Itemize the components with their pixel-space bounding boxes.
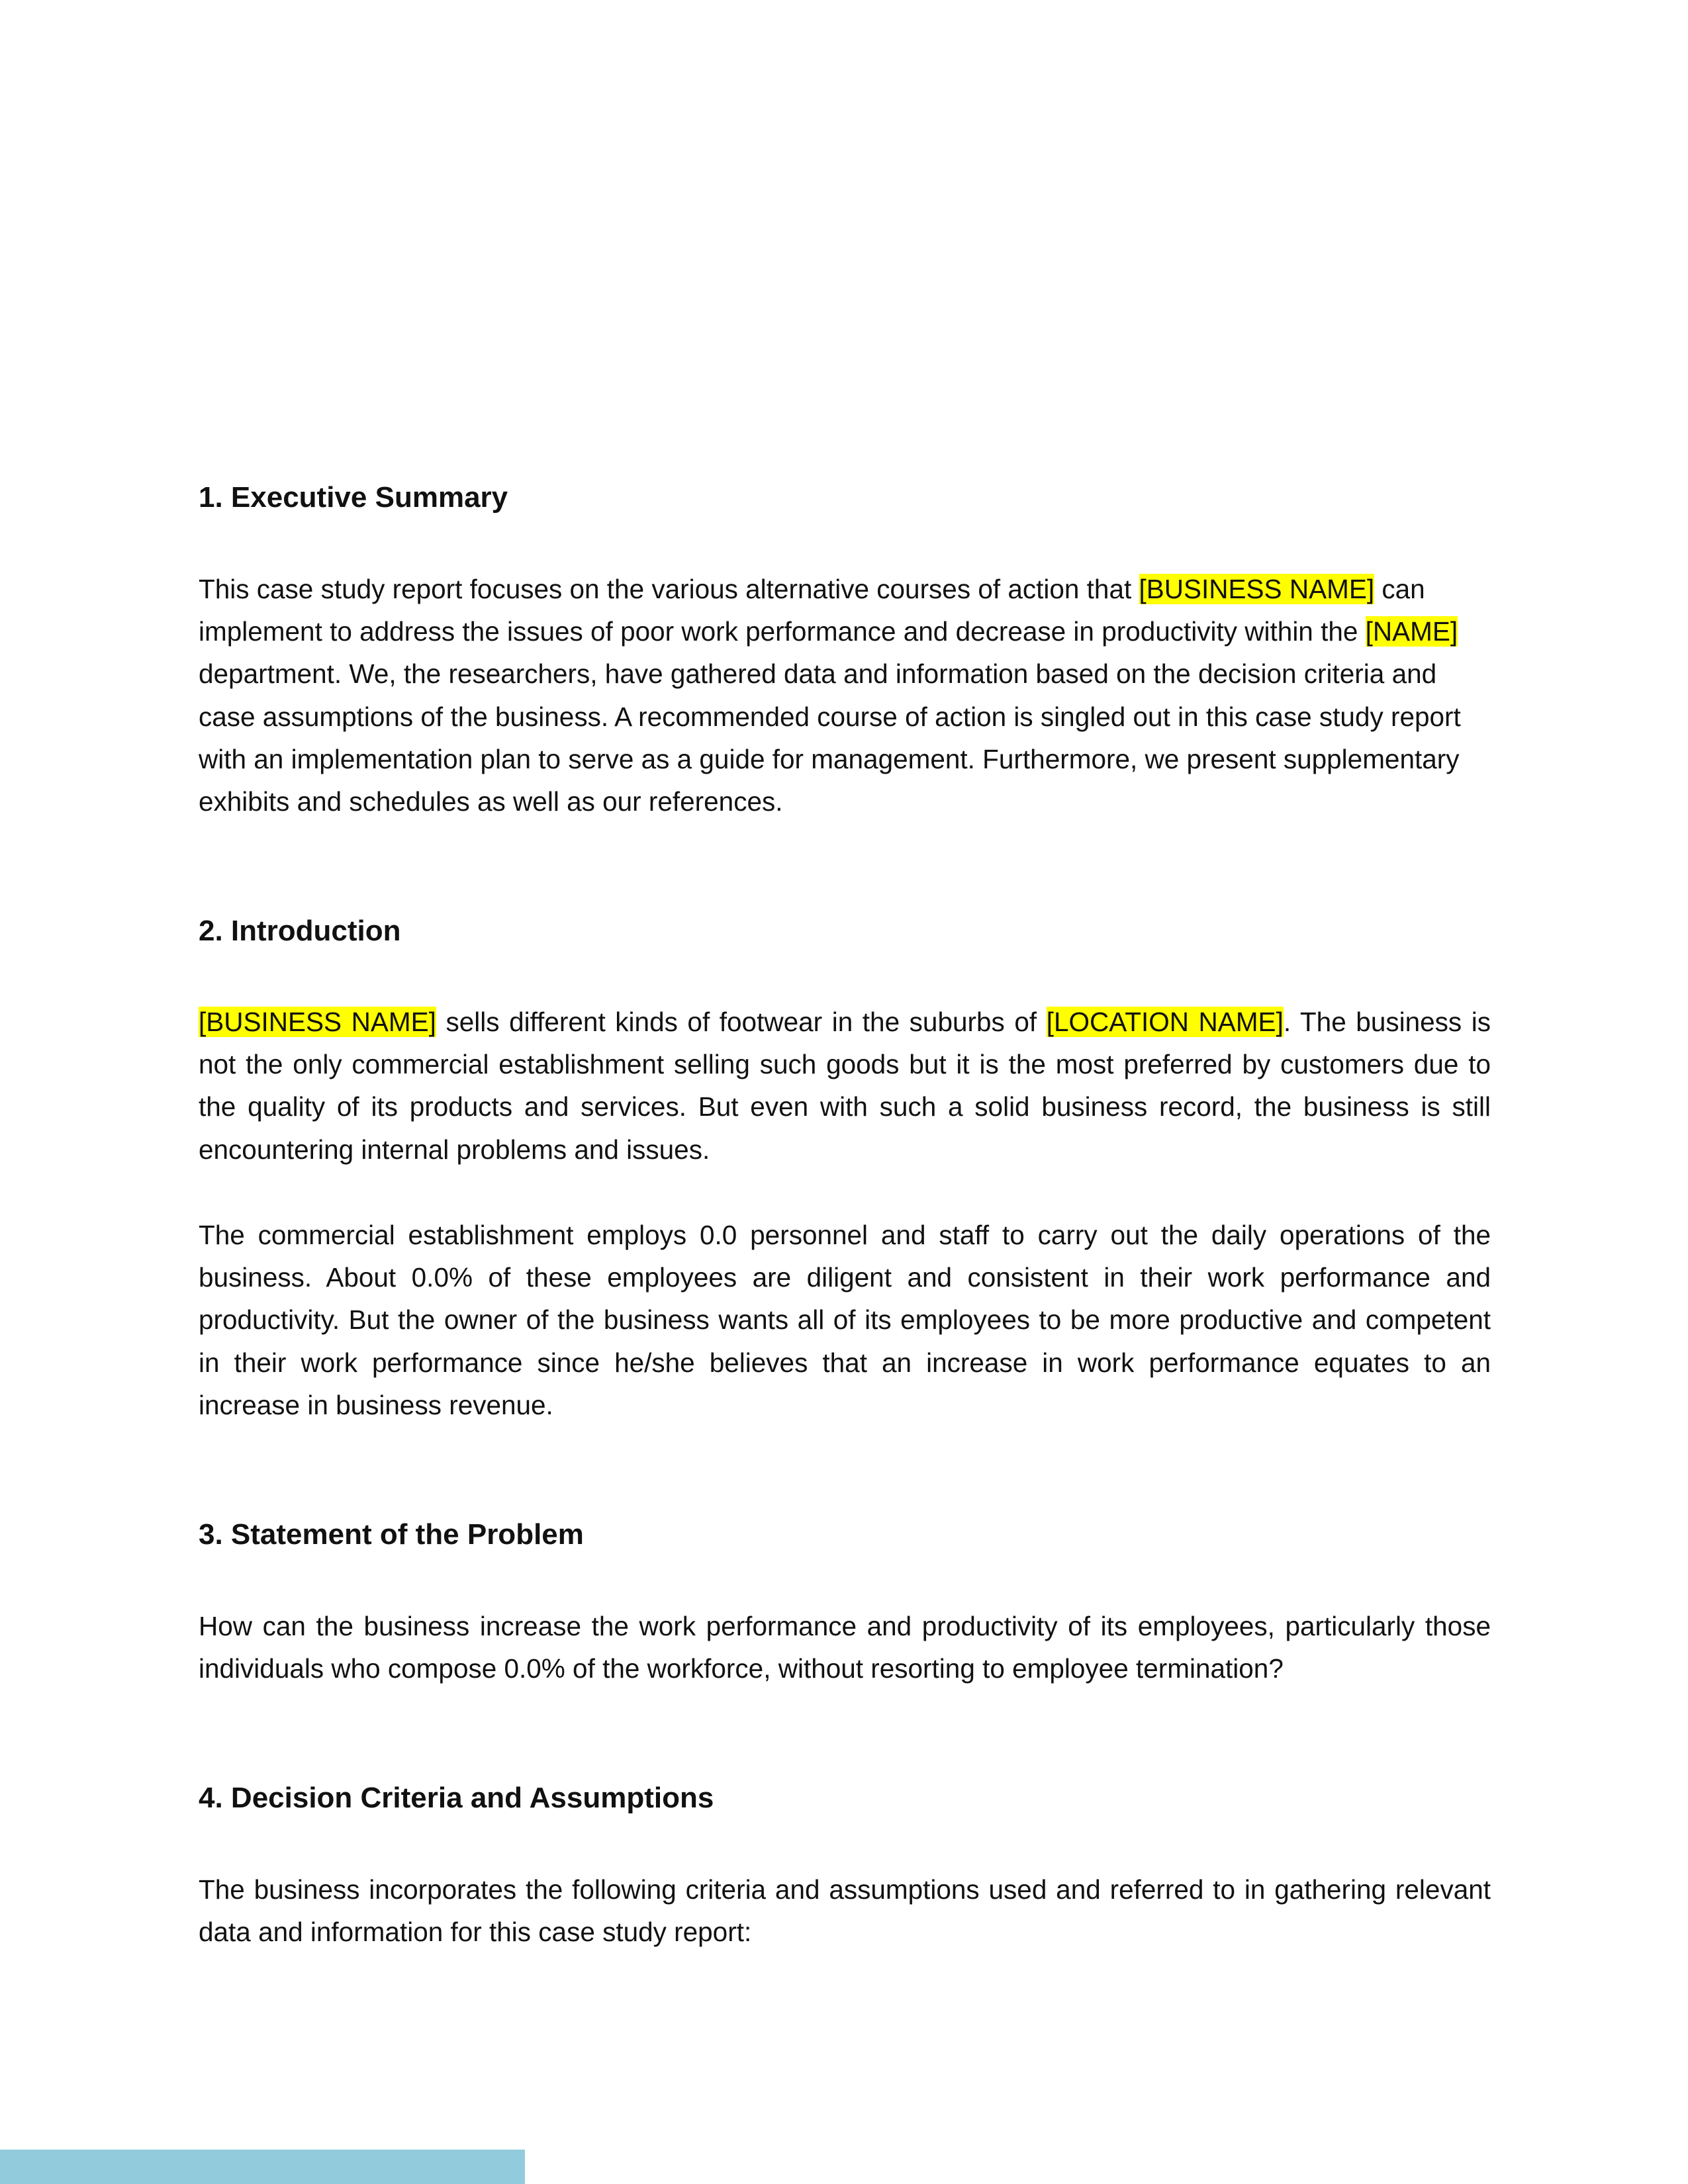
introduction-paragraph-2: The commercial establishment employs 0.0 personnel and staff to carry out the daily operations of the business. About 0.0% of these employees are diligent and consistent in their work performance and productivity. But the owner of the business wants all of its employees to be more productive and competent in their work performance since he/she believes that an increase in work performance equates to an increase in business revenue. — [199, 1220, 1491, 1420]
heading-decision-criteria: 4. Decision Criteria and Assumptions — [199, 1782, 714, 1814]
heading-executive-summary: 1. Executive Summary — [199, 481, 508, 514]
text-segment: can implement to address the issues of poor work performance and decrease in productivity within the — [199, 574, 1425, 647]
footer-accent-bar — [0, 2150, 525, 2184]
placeholder-business-name[interactable]: [BUSINESS NAME] — [1139, 574, 1375, 604]
executive-summary-paragraph — [199, 568, 1491, 823]
placeholder-location-name[interactable]: [LOCATION NAME] — [1046, 1007, 1284, 1037]
introduction-paragraph-1 — [199, 1001, 1491, 1171]
heading-introduction: 2. Introduction — [199, 915, 401, 947]
text-segment: . The business is not the only commercial establishment selling such goods but it is the most preferred by customers due to the quality of its products and services. But even with such a solid business record, the business is still encountering internal problems and issues. — [199, 1007, 1491, 1165]
problem-paragraph: How can the business increase the work performance and productivity of its employees, particularly those individuals who compose 0.0% of the workforce, without resorting to employee termination? — [199, 1611, 1491, 1684]
heading-statement-of-problem: 3. Statement of the Problem — [199, 1518, 584, 1551]
text-segment: sells different kinds of footwear in the suburbs of — [436, 1007, 1047, 1037]
placeholder-name[interactable]: [NAME] — [1365, 616, 1458, 647]
text-segment: This case study report focuses on the various alternative courses of action that — [199, 574, 1139, 604]
placeholder-business-name[interactable]: [BUSINESS NAME] — [199, 1007, 436, 1037]
criteria-paragraph: The business incorporates the following criteria and assumptions used and referred to in gathering relevant data and information for this case study report: — [199, 1874, 1491, 1948]
text-segment: department. We, the researchers, have gathered data and information based on the decision criteria and case assumptions of the business. A recommended course of action is singled out in this case study report with an implementation plan to serve as a guide for management. Furthermore, we present supplementary exhibits and schedules as well as our references. — [199, 659, 1461, 817]
